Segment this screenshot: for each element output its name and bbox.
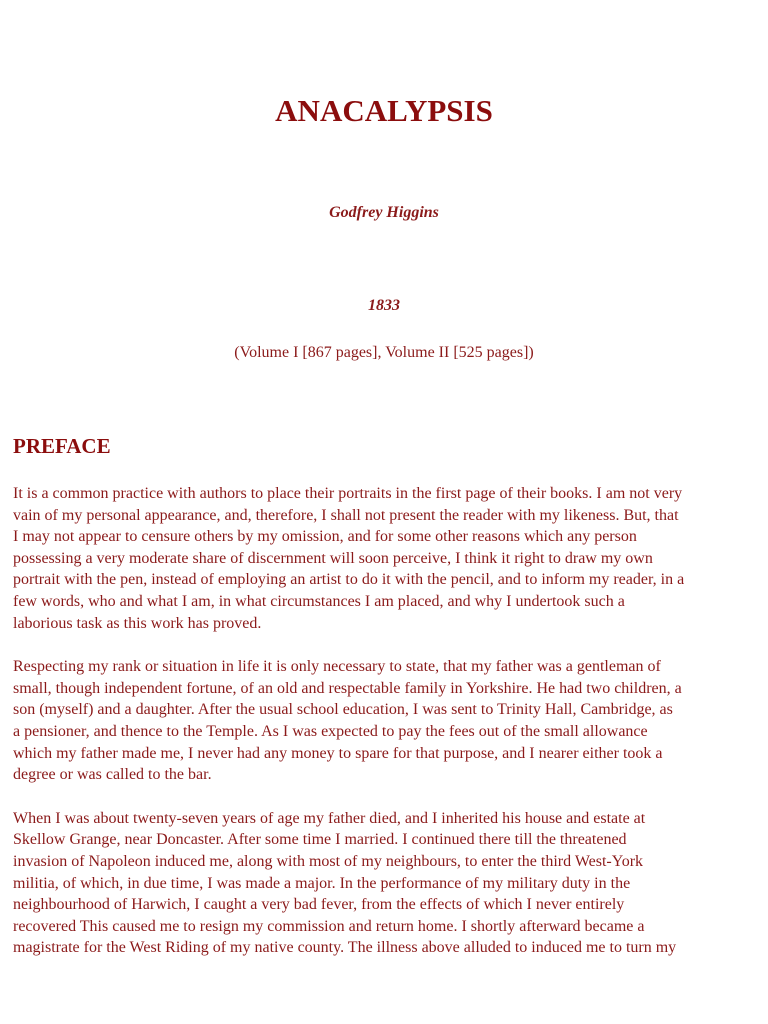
text-line: neighbourhood of Harwich, I caught a very bad fever, from the effects of which I never entirely xyxy=(13,896,625,914)
publication-year: 1833 xyxy=(368,297,400,314)
text-line: Respecting my rank or situation in life it is only necessary to state, that my father was a gentleman of xyxy=(13,658,661,676)
paragraph-3 xyxy=(13,808,755,959)
text-line: vain of my personal appearance, and, therefore, I shall not present the reader with my likeness. But, that xyxy=(13,506,679,524)
section-heading-preface: PREFACE xyxy=(13,434,111,458)
paragraph-2 xyxy=(13,656,755,786)
text-line: I may not appear to censure others by my omission, and for some other reasons which any person xyxy=(13,528,637,546)
text-line: recovered This caused me to resign my commission and return home. I shortly afterward became a xyxy=(13,917,645,935)
text-line: invasion of Napoleon induced me, along with most of my neighbours, to enter the third West-York xyxy=(13,852,644,870)
author-name: Godfrey Higgins xyxy=(329,204,439,221)
text-line: portrait with the pen, instead of employing an artist to do it with the pencil, and to inform my reader, in a xyxy=(13,571,685,589)
text-line: It is a common practice with authors to place their portraits in the first page of their books. I am not very xyxy=(13,485,683,502)
text-line: Skellow Grange, near Doncaster. After some time I married. I continued there till the threatened xyxy=(13,831,627,849)
text-line: When I was about twenty-seven years of age my father died, and I inherited his house and estate at xyxy=(13,809,646,827)
text-line: which my father made me, I never had any money to spare for that purpose, and I nearer either took a xyxy=(13,744,663,762)
text-line: son (myself) and a daughter. After the usual school education, I was sent to Trinity Hall, Cambridge, as xyxy=(13,701,673,719)
text-line: a pensioner, and thence to the Temple. As I was expected to pay the fees out of the small allowance xyxy=(13,722,648,740)
text-line: militia, of which, in due time, I was made a major. In the performance of my military duty in the xyxy=(13,874,631,892)
text-line: small, though independent fortune, of an old and respectable family in Yorkshire. He had two children, a xyxy=(13,679,682,697)
text-line: degree or was called to the bar. xyxy=(13,766,212,784)
body-text xyxy=(13,483,755,981)
text-line: few words, who and what I am, in what circumstances I am placed, and why I undertook such a xyxy=(13,592,625,610)
document-title: ANACALYPSIS xyxy=(275,93,493,128)
text-line: possessing a very moderate share of discernment will soon perceive, I think it right to draw my own xyxy=(13,549,653,567)
text-line: magistrate for the West Riding of my native county. The illness above alluded to induced me to turn my xyxy=(13,939,677,957)
paragraph-1 xyxy=(13,483,755,634)
volume-info: (Volume I [867 pages], Volume II [525 pages]) xyxy=(234,344,534,361)
text-line: laborious task as this work has proved. xyxy=(13,614,262,632)
